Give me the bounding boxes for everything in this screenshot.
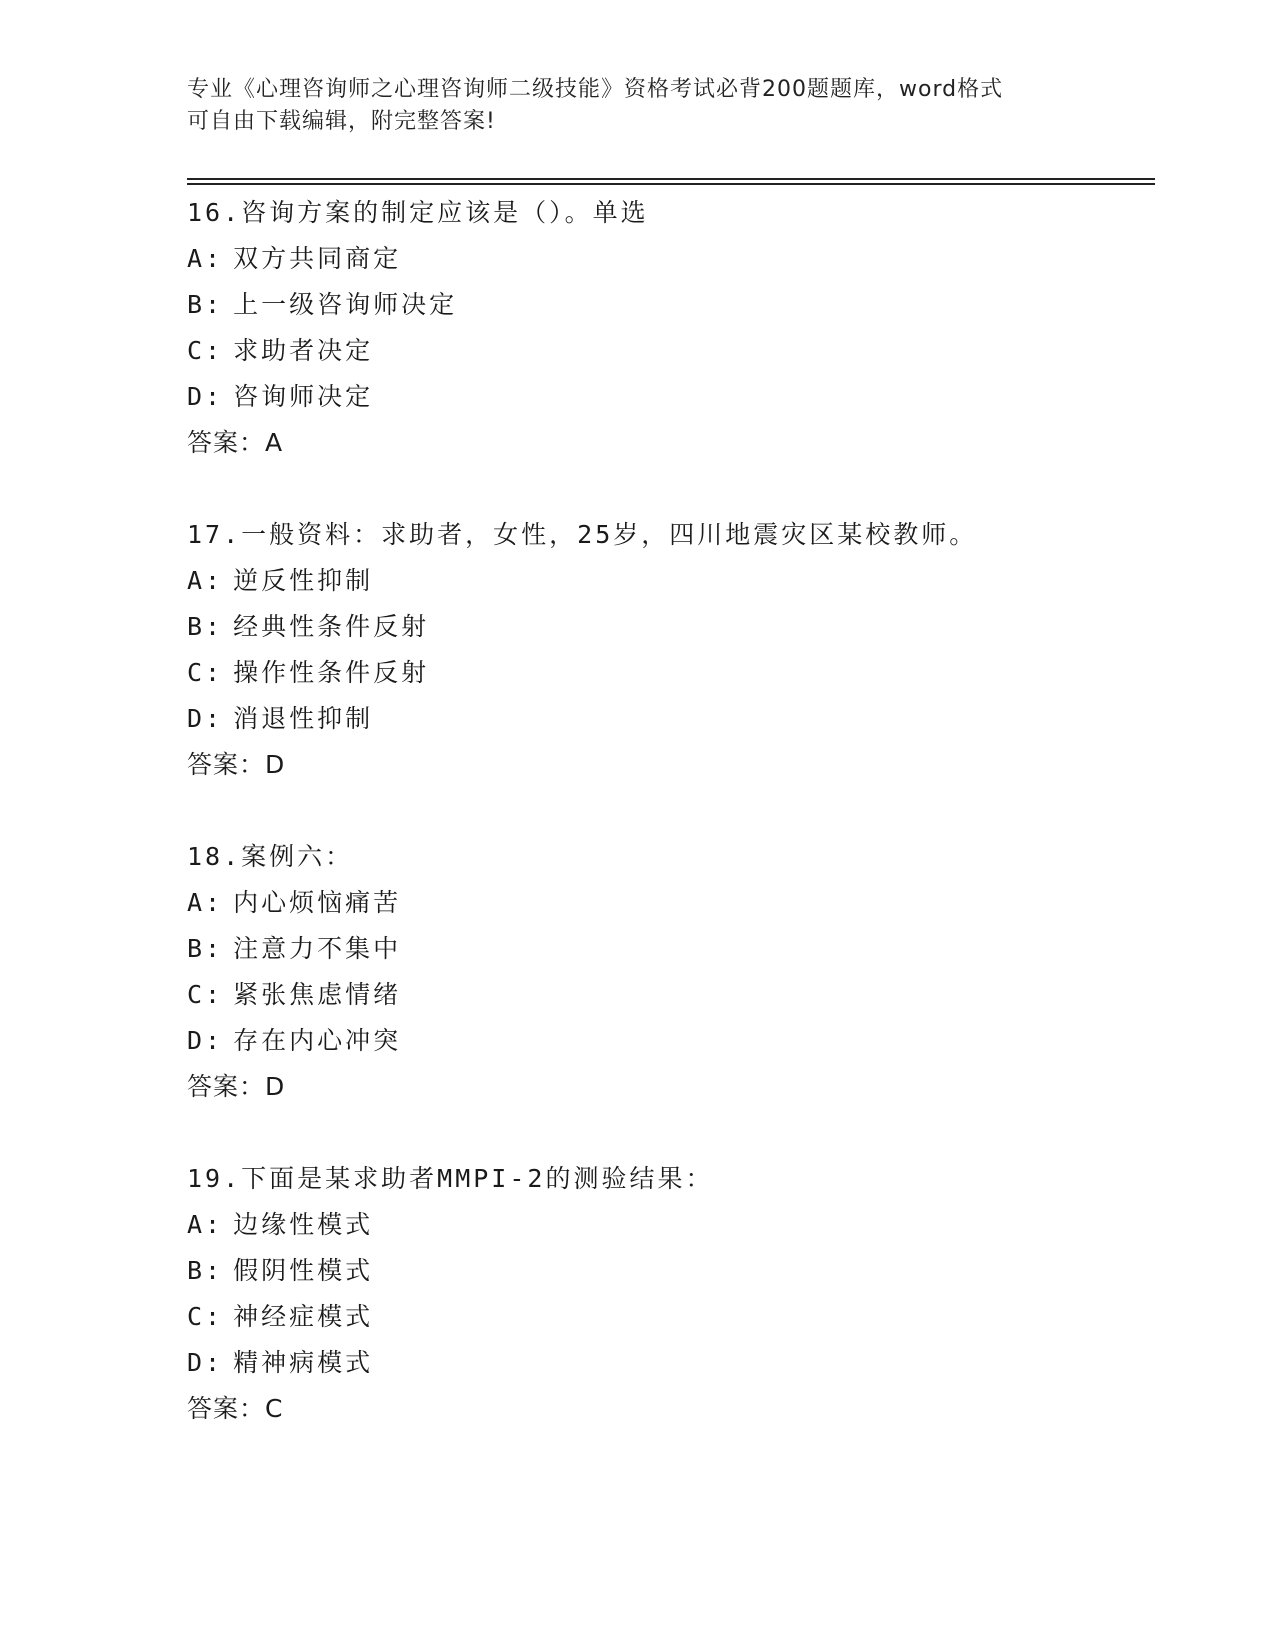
option-key: C: xyxy=(187,658,224,687)
option-text: 边缘性模式 xyxy=(233,1210,374,1239)
option-d xyxy=(187,696,1147,742)
option-a xyxy=(187,880,1147,926)
question-17 xyxy=(187,512,1147,788)
option-key: B: xyxy=(187,290,224,319)
option-text: 注意力不集中 xyxy=(233,934,402,963)
option-c xyxy=(187,972,1147,1018)
option-b xyxy=(187,1248,1147,1294)
question-list xyxy=(187,190,1147,1478)
option-key: D: xyxy=(187,1348,224,1377)
option-key: D: xyxy=(187,1026,224,1055)
option-text: 精神病模式 xyxy=(233,1348,374,1377)
option-key: D: xyxy=(187,704,224,733)
option-text: 内心烦恼痛苦 xyxy=(233,888,402,917)
option-key: C: xyxy=(187,980,224,1009)
option-d xyxy=(187,1018,1147,1064)
question-stem: 18.案例六： xyxy=(187,842,354,871)
option-c xyxy=(187,1294,1147,1340)
option-key: A: xyxy=(187,1210,224,1239)
header-divider-bottom xyxy=(187,183,1155,185)
answer-line: 答案：D xyxy=(187,750,286,779)
option-text: 消退性抑制 xyxy=(233,704,374,733)
question-19 xyxy=(187,1156,1147,1432)
question-stem: 16.咨询方案的制定应该是（）。单选 xyxy=(187,198,649,227)
question-16 xyxy=(187,190,1147,466)
option-key: D: xyxy=(187,382,224,411)
option-text: 神经症模式 xyxy=(233,1302,374,1331)
option-c xyxy=(187,328,1147,374)
answer-line: 答案：D xyxy=(187,1072,286,1101)
option-text: 假阴性模式 xyxy=(233,1256,374,1285)
option-key: C: xyxy=(187,336,224,365)
option-b xyxy=(187,282,1147,328)
option-key: B: xyxy=(187,612,224,641)
option-a xyxy=(187,558,1147,604)
option-text: 紧张焦虑情绪 xyxy=(233,980,402,1009)
option-c xyxy=(187,650,1147,696)
question-18 xyxy=(187,834,1147,1110)
option-text: 上一级咨询师决定 xyxy=(233,290,458,319)
option-key: A: xyxy=(187,244,224,273)
question-stem: 19.下面是某求助者MMPI-2的测验结果： xyxy=(187,1164,714,1193)
document-header xyxy=(187,74,1087,138)
option-key: B: xyxy=(187,934,224,963)
option-key: C: xyxy=(187,1302,224,1331)
option-d xyxy=(187,374,1147,420)
header-line-2: 可自由下载编辑，附完整答案! xyxy=(187,109,496,134)
option-a xyxy=(187,1202,1147,1248)
option-text: 操作性条件反射 xyxy=(233,658,430,687)
question-stem: 17.一般资料：求助者，女性，25岁，四川地震灾区某校教师。 xyxy=(187,520,978,549)
option-key: A: xyxy=(187,888,224,917)
header-divider-top xyxy=(187,178,1155,180)
option-text: 逆反性抑制 xyxy=(233,566,374,595)
option-b xyxy=(187,926,1147,972)
option-text: 经典性条件反射 xyxy=(233,612,430,641)
option-text: 双方共同商定 xyxy=(233,244,402,273)
option-key: A: xyxy=(187,566,224,595)
option-a xyxy=(187,236,1147,282)
header-line-1: 专业《心理咨询师之心理咨询师二级技能》资格考试必背200题题库，word格式 xyxy=(187,77,1004,102)
option-d xyxy=(187,1340,1147,1386)
option-b xyxy=(187,604,1147,650)
option-text: 存在内心冲突 xyxy=(233,1026,402,1055)
option-key: B: xyxy=(187,1256,224,1285)
option-text: 求助者决定 xyxy=(233,336,374,365)
option-text: 咨询师决定 xyxy=(233,382,374,411)
answer-line: 答案：C xyxy=(187,1394,284,1423)
answer-line: 答案：A xyxy=(187,428,284,457)
